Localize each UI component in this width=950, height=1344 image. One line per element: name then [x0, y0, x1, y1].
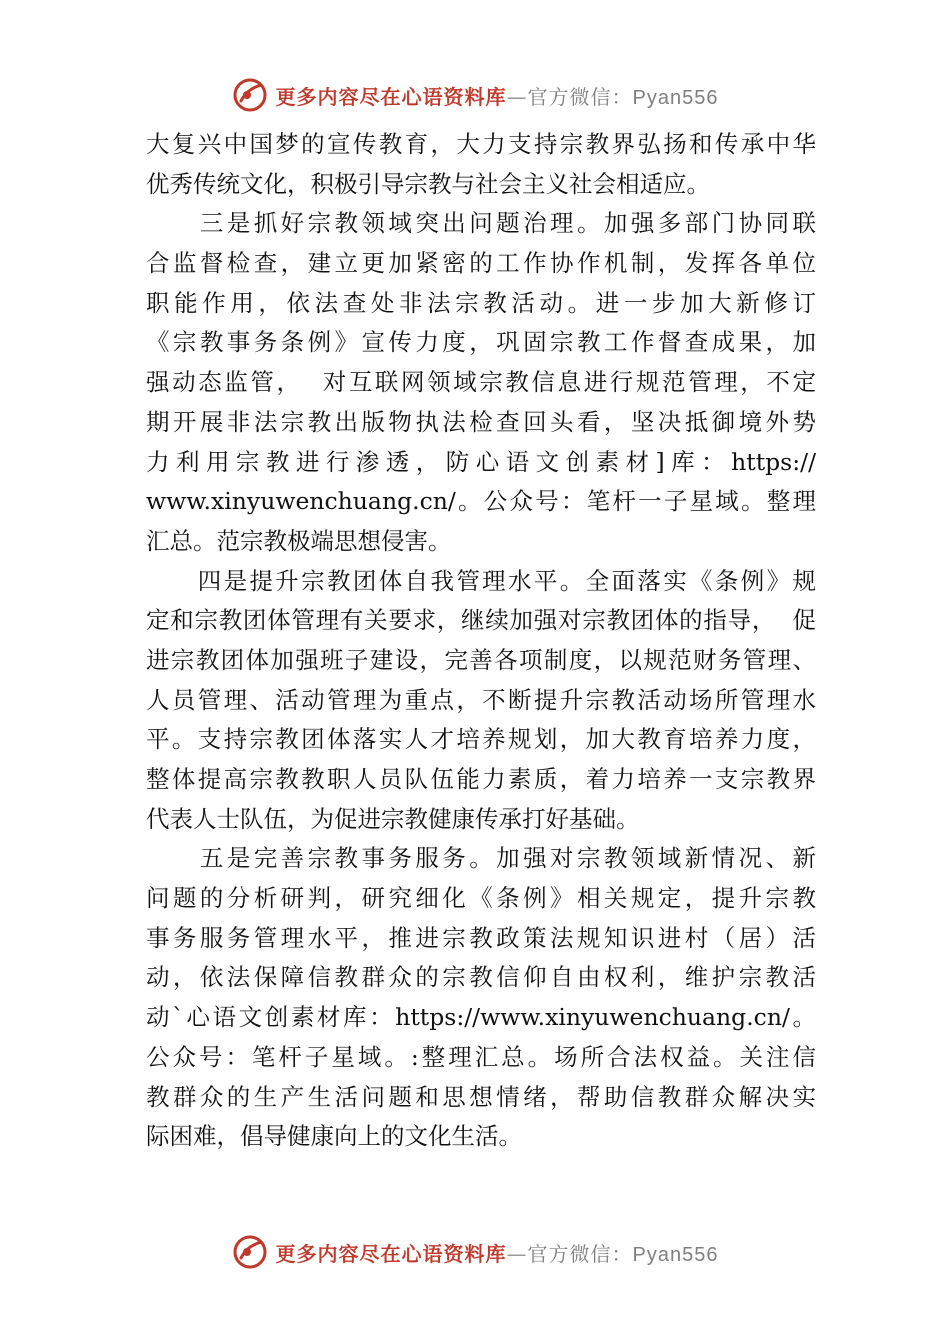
- text-line: 力利用宗教进行渗透，防心语文创素材]库：https://: [146, 447, 816, 476]
- banner-separator: —: [506, 1241, 528, 1266]
- text-line: 事务服务管理水平，推进宗教政策法规知识进村（居）活: [146, 923, 816, 952]
- text-line: 三是抓好宗教领域突出问题治理。加强多部门协同联: [146, 209, 816, 238]
- text-line: 大复兴中国梦的宣传教育，大力支持宗教界弘扬和传承中华: [146, 130, 816, 158]
- text-line: 际困难，倡导健康向上的文化生活。: [146, 1122, 522, 1151]
- text-line: 优秀传统文化，积极引导宗教与社会主义社会相适应。: [146, 169, 710, 198]
- text-line: 《宗教事务条例》宣传力度，巩固宗教工作督查成果，加: [146, 328, 816, 357]
- banner-wechat-id: Pyan556: [632, 1243, 719, 1266]
- text-line: 进宗教团体加强班子建设，完善各项制度，以规范财务管理、: [146, 645, 816, 674]
- text-line: 平。支持宗教团体落实人才培养规划，加大教育培养力度，: [146, 725, 816, 754]
- banner-wechat-label: 官方微信：: [527, 84, 633, 109]
- text-line: 问题的分析研判，研究细化《条例》相关规定，提升宗教: [146, 884, 816, 913]
- text-line: 职能作用，依法查处非法宗教活动。进一步加大新修订: [146, 288, 816, 317]
- banner-title: 更多内容尽在心语资料库: [275, 84, 507, 109]
- footer-banner: [0, 1229, 950, 1275]
- banner-separator: —: [506, 84, 528, 109]
- text-line: 人员管理、活动管理为重点，不断提升宗教活动场所管理水: [146, 685, 816, 714]
- text-line: 动`心语文创素材库：https://www.xinyuwenchuang.cn/。: [146, 1003, 816, 1032]
- brand-logo-icon: [232, 1234, 268, 1270]
- text-line: www.xinyuwenchuang.cn/。公众号：笔杆一子星域。整理: [146, 487, 816, 516]
- header-banner: [0, 72, 950, 118]
- document-body: [146, 125, 816, 1157]
- text-line: 汇总。范宗教极端思想侵害。: [146, 526, 452, 555]
- text-line: 教群众的生产生活问题和思想情绪，帮助信教群众解决实: [146, 1082, 816, 1111]
- text-line: 定和宗教团体管理有关要求，继续加强对宗教团体的指导， 促: [146, 606, 816, 635]
- text-line: 期开展非法宗教出版物执法检查回头看，坚决抵御境外势: [146, 407, 816, 436]
- text-line: 五是完善宗教事务服务。加强对宗教领域新情况、新: [146, 844, 816, 873]
- text-line: 四是提升宗教团体自我管理水平。全面落实《条例》规: [146, 566, 816, 595]
- text-line: 整体提高宗教教职人员队伍能力素质，着力培养一支宗教界: [146, 765, 816, 793]
- banner-title: 更多内容尽在心语资料库: [275, 1241, 507, 1266]
- text-line: 代表人士队伍，为促进宗教健康传承打好基础。: [146, 804, 640, 833]
- banner-wechat-id: Pyan556: [632, 86, 719, 109]
- text-line: 动，依法保障信教群众的宗教信仰自由权利，维护宗教活: [146, 963, 816, 992]
- text-line: 合监督检查，建立更加紧密的工作协作机制，发挥各单位: [146, 249, 816, 278]
- brand-logo-icon: [232, 77, 268, 113]
- text-line: 公众号：笔杆子星域。:整理汇总。场所合法权益。关注信: [146, 1042, 816, 1071]
- text-line: 强动态监管， 对互联网领域宗教信息进行规范管理，不定: [146, 368, 816, 397]
- banner-wechat-label: 官方微信：: [527, 1241, 633, 1266]
